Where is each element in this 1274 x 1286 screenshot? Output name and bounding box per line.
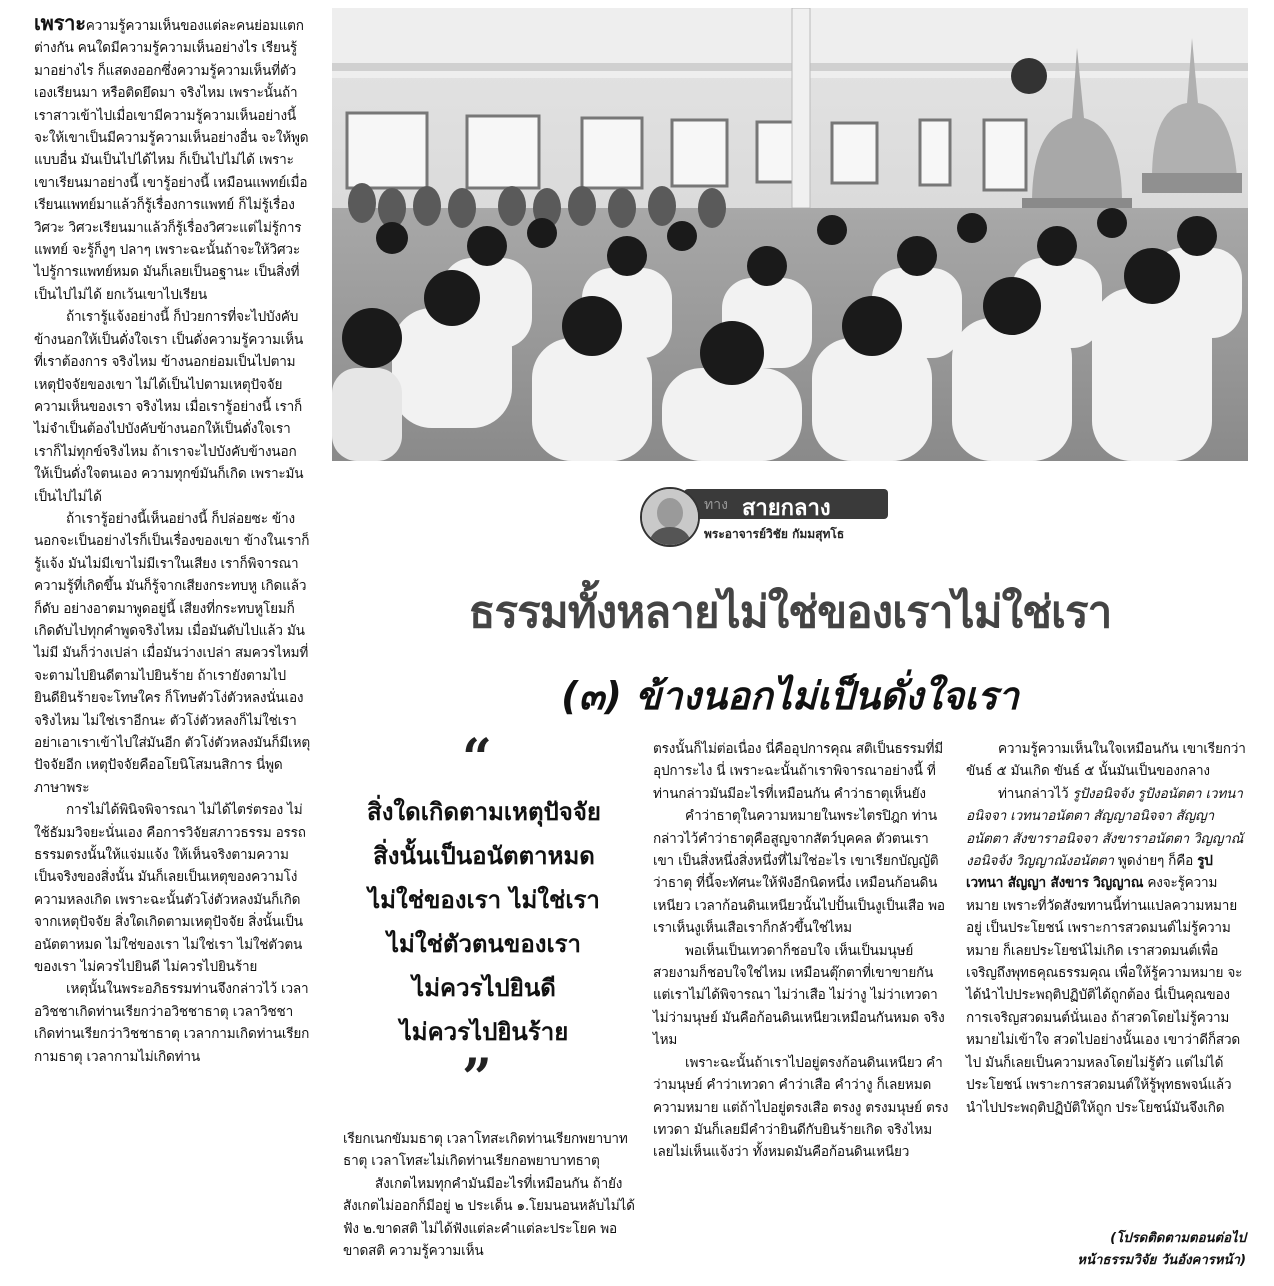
left-para-4: การไม่ได้พินิจพิจารณา ไม่ได้ไตร่ตรอง ไม่ใช้ธัมมวิจยะนั่นเอง คือการวิจัยสภาวธรรม อรรถธรรมตรงนั้นให้แจ่มแจ้ง ให้เห็นจริงตามความเป็นจริงของสิ่งนั้น มันก็เลยเป็นเหตุของความโง่ความหลงเกิด เพราะฉะนั้นตัวโง่ตัวหลงมันก็เกิดจากเหตุปัจจัย สิ่งใดเกิดตามเหตุปัจจัย สิ่งนั้นเป็นอนัตตาหมด ไม่ใช่ของเรา ไม่ใช่เรา ไม่ใช่ตัวตนของเรา ไม่ควรไปยินดี ไม่ควรไปยินร้าย (34, 802, 306, 976)
left-para-1: เพราะความรู้ความเห็นของแต่ละคนย่อมแตกต่างกัน คนใดมีความรู้ความเห็นอย่างไร เรียนรู้มาอย่างไร ก็แสดงออกซึ่งความรู้ความเห็นที่ตัวเองเรียนมา หรือติดยึดมา จริงไหม เพราะนั้นถ้าเราสาวเข้าไปเมื่อเขามีความรู้ความเห็นอย่างนี้ จะให้เขาเป็นมีความรู้ความเห็นอย่างอื่น จะให้พูดแบบอื่น มันเป็นไปได้ไหม ก็เป็นไปไม่ได้ เพราะเขาเรียนมาอย่างนี้ เขารู้อย่างนี้ เหมือนแพทย์เมื่อเรียนแพทย์มาแล้วก็รู้เรื่องการแพทย์ ก็ไม่รู้เรื่องวิศวะ วิศวะเรียนมาแล้วก็รู้เรื่องวิศวะแต่ไม่รู้การแพทย์ จะรู้ก็งูๆ ปลาๆ เพราะฉะนั้นถ้าจะให้วิศวะไปรู้การแพทย์หมด มันก็เลยเป็นอฐานะ เป็นสิ่งที่เป็นไปไม่ได้ ยกเว้นเขาไปเรียน (34, 11, 309, 303)
author-name: พระอาจารย์วิชัย กัมมสุทโธ (704, 527, 845, 541)
right-text-column (966, 738, 1246, 1119)
column-name-prefix: ทาง (704, 497, 728, 513)
column-name: สายกลาง (742, 496, 831, 521)
mid-text-column-1 (343, 1128, 637, 1262)
mid-text-column-2 (653, 738, 949, 1164)
headline: ธรรมทั้งหลายไม่ใช่ของเราไม่ใช่เรา (468, 587, 1112, 638)
mid2-para-4: เพราะฉะนั้นถ้าเราไปอยู่ตรงก้อนดินเหนียว คำว่ามนุษย์ คำว่าเทวดา คำว่าเสือ คำว่างู ก็เลยหมดความหมาย แต่ถ้าไปอยู่ตรงเสือ ตรงงู ตรงมนุษย์ ตรงเทวดา มันก็เลยมีคำว่ายินดีกับยินร้ายเกิด จริงไหม เลยไม่เห็นแจ้งว่า ทั้งหมดมันคือก้อนดินเหนียว (653, 1054, 949, 1161)
mid2-para-3: พอเห็นเป็นเทวดาก็ชอบใจ เห็นเป็นมนุษย์สวยงามก็ชอบใจใช่ไหม เหมือนตุ๊กตาที่เขาขายกัน แต่เราไม่ได้พิจารณา ไม่ว่าเสือ ไม่ว่างู ไม่ว่าเทวดา ไม่ว่ามนุษย์ มันคือก้อนดินเหนียวเหมือนกันหมด จริงไหม (653, 942, 945, 1049)
pali-verse: รูปังอนิจจัง รูปังอนัตตา เวทนาอนิจจา เวทนาอนัตตา สัญญาอนิจจา สัญญาอนัตตา สังขาราอนิจจา สังขาราอนัตตา วิญญาณังอนิจจัง วิญญาณังอนัตตา (966, 785, 1244, 870)
pull-quote-line: ไม่ควรไปยินดี (412, 974, 556, 1002)
left-para-2: ถ้าเรารู้แจ้งอย่างนี้ ก็ป่วยการที่จะไปบังคับข้างนอกให้เป็นดั่งใจเรา เป็นดั่งความรู้ความเห็นที่เราต้องการ จริงไหม ข้างนอกย่อมเป็นไปตามเหตุปัจจัยของเขา ไม่ได้เป็นไปตามเหตุปัจจัยความเห็นของเรา จริงไหม เมื่อเรารู้อย่างนี้ เราก็ไม่จำเป็นต้องไปบังคับข้างนอกให้เป็นดั่งใจเรา เราก็ไม่ทุกข์จริงไหม ถ้าเราจะไปบังคับข้างนอกให้เป็นดั่งใจตนเอง ความทุกข์มันก็เกิด เพราะมันเป็นไปไม่ได้ (34, 309, 304, 505)
left-text-column (34, 12, 310, 1068)
mid2-para-2: คำว่าธาตุในความหมายในพระไตรปิฎก ท่านกล่าวไว้คำว่าธาตุคือสูญจากสัตว์บุคคล ตัวตนเราเขา เป็นสิ่งหนึ่งสิ่งหนึ่งที่ไม่ใช่อะไร เขาเรียกบัญญัติว่าธาตุ ที่นี้จะทัศนะให้ฟังอีกนิดหนึ่ง เหมือนก้อนดินเหนียว เวลาก้อนดินเหนียวนั้นไปปั้นเป็นงูเป็นเสือ พอเราเห็นงูเห็นเสือเราก็กลัวขึ้นใช่ไหม (653, 808, 945, 937)
mid2-para-1: ตรงนั้นก็ไม่ต่อเนื่อง นี่คืออุปการคุณ สติเป็นธรรมที่มีอุปการะไง นี่ เพราะฉะนั้นถ้าเราพิจารณาอย่างนี้ ที่ท่านกล่าวมันมีอะไรที่เหมือนกัน คำว่าธาตุเห็นยัง (653, 741, 944, 802)
column-byline (640, 487, 890, 545)
open-quote-mark: “ (462, 728, 492, 789)
five-aggregates: รูป เวทนา สัญญา สังขาร วิญญาณ (966, 853, 1213, 892)
pull-quote (332, 790, 636, 1054)
continued-note: (โปรดติดตามตอนต่อไป หน้าธรรมวิจัย วันอังคารหน้า) (1077, 1231, 1246, 1268)
lead-word: เพราะ (34, 11, 86, 35)
mid1-para-1: เรียกเนกขัมมธาตุ เวลาโทสะเกิดท่านเรียกพยาบาทธาตุ เวลาโทสะไม่เกิดท่านเรียกอพยาบาทธาตุ (343, 1131, 628, 1170)
left-para-3: ถ้าเรารู้อย่างนี้เห็นอย่างนี้ ก็ปล่อยซะ ข้างนอกจะเป็นอย่างไรก็เป็นเรื่องของเขา ข้างในเราก็รู้แจ้ง มันไม่มีเขาไม่มีเราในเสียง เราก็พิจารณาความรู้ที่เกิดขึ้น มันก็รู้จากเสียงกระทบหู เกิดแล้วก็ดับ อย่างอาตมาพูดอยู่นี้ เสียงที่กระทบหูโยมก็เกิดดับไปทุกคำพูดจริงไหม เมื่อมันดับไปแล้ว มันไม่มี มันก็ว่างเปล่า เมื่อมันว่างเปล่า สมควรไหมที่จะตามไปยินดีตามไปยินร้าย ถ้าเรายังตามไปยินดียินร้ายจะโทษใคร ก็โทษตัวโง่ตัวหลงนั่นเอง จริงไหม ไม่ใช่เราอีกนะ ตัวโง่ตัวหลงก็ไม่ใช่เรา อย่าเอาเราเข้าไปใส่มันอีก ตัวโง่ตัวหลงมันก็มีเหตุปัจจัยอีก เหตุปัจจัยคืออโยนิโสมนสิการ นี่พูดภาษาพระ (34, 510, 310, 796)
right-para-1: ความรู้ความเห็นในใจเหมือนกัน เขาเรียกว่าขันธ์ ๕ มันเกิด ขันธ์ ๕ นั้นมันเป็นของกลาง (966, 741, 1246, 780)
pull-quote-line: ไม่ใช่ตัวตนของเรา (386, 930, 582, 958)
pull-quote-line: สิ่งใดเกิดตามเหตุปัจจัย (367, 798, 601, 826)
pull-quote-line: สิ่งนั้นเป็นอนัตตาหมด (373, 842, 595, 870)
pull-quote-line: ไม่ควรไปยินร้าย (399, 1018, 569, 1046)
column-name-bar (684, 489, 888, 519)
close-quote-mark: ” (462, 1048, 492, 1109)
temple-gathering-photo (332, 8, 1248, 461)
right-para-2: ท่านกล่าวไว้ รูปังอนิจจัง รูปังอนัตตา เวทนาอนิจจา เวทนาอนัตตา สัญญาอนิจจา สัญญาอนัตตา สังขาราอนิจจา สังขาราอนัตตา วิญญาณังอนิจจัง วิญญาณังอนัตตา พูดง่ายๆ ก็คือ รูป เวทนา สัญญา สังขาร วิญญาณ คงจะรู้ความหมาย เพราะที่วัดสังฆทานนี้ท่านแปลความหมายอยู่ เป็นประโยชน์ เพราะการสวดมนต์ไม่รู้ความหมาย ก็เลยประโยชน์ไม่เกิด เราสวดมนต์เพื่อเจริญถึงพุทธคุณธรรมคุณ เพื่อให้รู้ความหมาย จะได้นำไปประพฤติปฏิบัติได้ถูกต้อง นี่เป็นคุณของการเจริญสวดมนต์นั่นเอง ถ้าสวดโดยไม่รู้ความหมายไม่เข้าใจ สวดไปอย่างนั้นเอง เขาว่าดีก็สวดไป มันก็เลยเป็นความหลงโดยไม่รู้ตัว แต่ไม่ได้ประโยชน์ เพราะการสวดมนต์ให้รู้พุทธพจน์แล้วนำไปประพฤติปฏิบัติให้ถูก ประโยชน์มันจึงเกิด (966, 785, 1244, 1116)
author-avatar (640, 487, 700, 547)
subheadline: (๓) ข้างนอกไม่เป็นดั่งใจเรา (561, 674, 1019, 718)
mid1-para-2: สังเกตไหมทุกคำมันมีอะไรที่เหมือนกัน ถ้ายังสังเกตไม่ออกก็มีอยู่ ๒ ประเด็น ๑.โยมนอนหลับไม่ได้ฟัง ๒.ขาดสติ ไม่ได้ฟังแต่ละคำแต่ละประโยค พอขาดสติ ความรู้ความเห็น (343, 1175, 635, 1260)
left-para-5: เหตุนั้นในพระอภิธรรมท่านจึงกล่าวไว้ เวลาอวิชชาเกิดท่านเรียกว่าอวิชชาธาตุ เวลาวิชชาเกิดท่านเรียกว่าวิชชาธาตุ เวลากามเกิดท่านเรียกกามธาตุ เวลากามไม่เกิดท่าน (34, 981, 310, 1065)
pull-quote-line: ไม่ใช่ของเรา ไม่ใช่เรา (368, 886, 600, 914)
